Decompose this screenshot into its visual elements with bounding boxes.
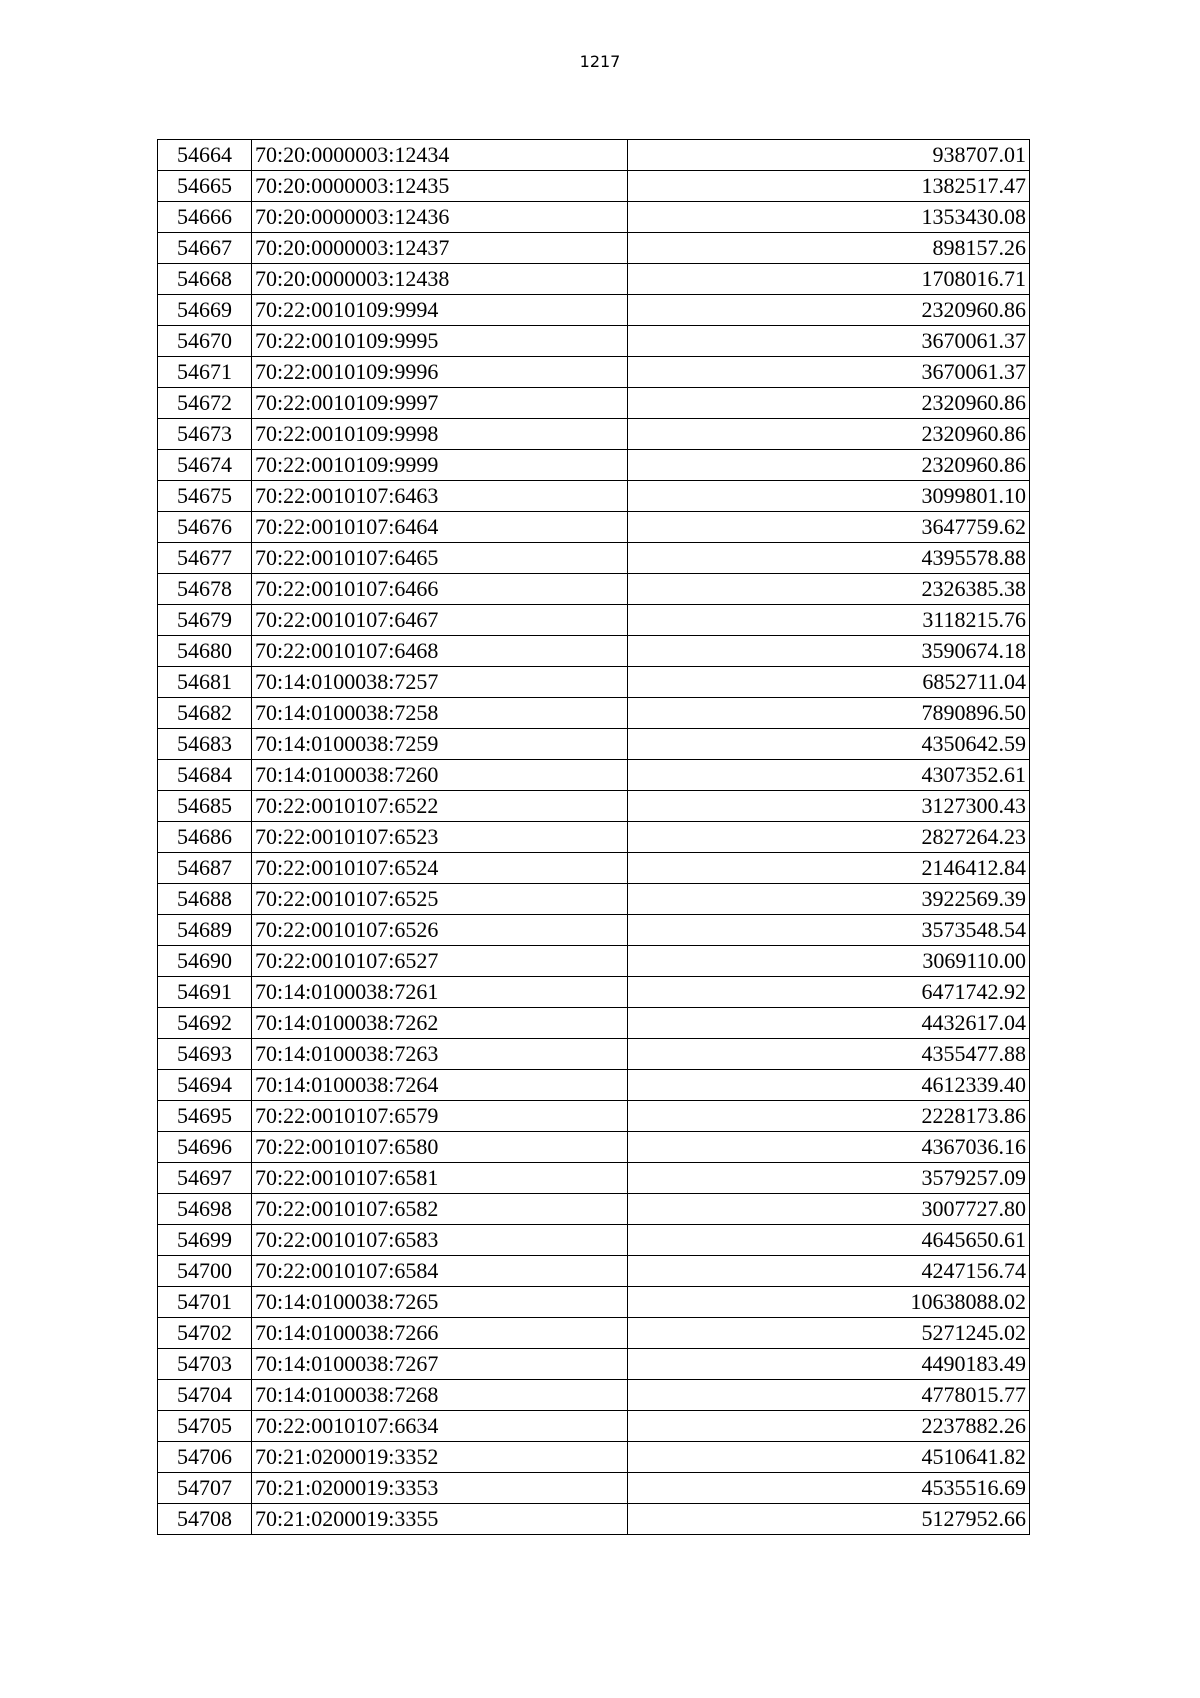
table-row	[158, 140, 1030, 171]
row-number-cell: 54684	[158, 760, 252, 791]
table-row	[158, 1349, 1030, 1380]
row-number-cell: 54664	[158, 140, 252, 171]
cadastral-number-cell: 70:22:0010107:6580	[252, 1132, 628, 1163]
table-row	[158, 822, 1030, 853]
row-number-cell: 54697	[158, 1163, 252, 1194]
value-cell: 2326385.38	[628, 574, 1030, 605]
cadastral-number-cell: 70:14:0100038:7261	[252, 977, 628, 1008]
row-number-cell: 54689	[158, 915, 252, 946]
cadastral-number-cell: 70:22:0010107:6467	[252, 605, 628, 636]
value-cell: 3127300.43	[628, 791, 1030, 822]
cadastral-number-cell: 70:22:0010109:9997	[252, 388, 628, 419]
value-cell: 1708016.71	[628, 264, 1030, 295]
row-number-cell: 54695	[158, 1101, 252, 1132]
table-row	[158, 1070, 1030, 1101]
row-number-cell: 54675	[158, 481, 252, 512]
value-cell: 4307352.61	[628, 760, 1030, 791]
value-cell: 4778015.77	[628, 1380, 1030, 1411]
value-cell: 6852711.04	[628, 667, 1030, 698]
table-row	[158, 1256, 1030, 1287]
table-row	[158, 1473, 1030, 1504]
row-number-cell: 54694	[158, 1070, 252, 1101]
table-row	[158, 1411, 1030, 1442]
row-number-cell: 54680	[158, 636, 252, 667]
cadastral-number-cell: 70:22:0010109:9998	[252, 419, 628, 450]
row-number-cell: 54669	[158, 295, 252, 326]
value-cell: 4535516.69	[628, 1473, 1030, 1504]
value-cell: 3579257.09	[628, 1163, 1030, 1194]
value-cell: 4350642.59	[628, 729, 1030, 760]
table-row	[158, 543, 1030, 574]
value-cell: 3922569.39	[628, 884, 1030, 915]
value-cell: 2237882.26	[628, 1411, 1030, 1442]
page-number: 1217	[579, 52, 621, 71]
row-number-cell: 54676	[158, 512, 252, 543]
table-body	[158, 140, 1030, 1535]
cadastral-number-cell: 70:20:0000003:12438	[252, 264, 628, 295]
cadastral-number-cell: 70:22:0010109:9999	[252, 450, 628, 481]
table-row	[158, 388, 1030, 419]
table-row	[158, 946, 1030, 977]
cadastral-number-cell: 70:14:0100038:7263	[252, 1039, 628, 1070]
table-row	[158, 729, 1030, 760]
row-number-cell: 54688	[158, 884, 252, 915]
value-cell: 3573548.54	[628, 915, 1030, 946]
table-row	[158, 1318, 1030, 1349]
value-cell: 3670061.37	[628, 326, 1030, 357]
value-cell: 4395578.88	[628, 543, 1030, 574]
table-row	[158, 915, 1030, 946]
cadastral-value-table	[157, 139, 1030, 1535]
row-number-cell: 54691	[158, 977, 252, 1008]
table-row	[158, 481, 1030, 512]
row-number-cell: 54708	[158, 1504, 252, 1535]
cadastral-number-cell: 70:14:0100038:7262	[252, 1008, 628, 1039]
row-number-cell: 54705	[158, 1411, 252, 1442]
cadastral-number-cell: 70:22:0010107:6464	[252, 512, 628, 543]
cadastral-number-cell: 70:14:0100038:7268	[252, 1380, 628, 1411]
cadastral-number-cell: 70:22:0010107:6582	[252, 1194, 628, 1225]
table-row	[158, 1163, 1030, 1194]
table-row	[158, 419, 1030, 450]
table-row	[158, 760, 1030, 791]
row-number-cell: 54700	[158, 1256, 252, 1287]
cadastral-number-cell: 70:21:0200019:3353	[252, 1473, 628, 1504]
value-cell: 2146412.84	[628, 853, 1030, 884]
cadastral-number-cell: 70:21:0200019:3355	[252, 1504, 628, 1535]
table-row	[158, 357, 1030, 388]
value-cell: 3069110.00	[628, 946, 1030, 977]
value-cell: 1353430.08	[628, 202, 1030, 233]
value-cell: 4510641.82	[628, 1442, 1030, 1473]
row-number-cell: 54690	[158, 946, 252, 977]
table-row	[158, 574, 1030, 605]
value-cell: 2320960.86	[628, 450, 1030, 481]
value-cell: 4490183.49	[628, 1349, 1030, 1380]
row-number-cell: 54696	[158, 1132, 252, 1163]
cadastral-number-cell: 70:22:0010109:9995	[252, 326, 628, 357]
value-cell: 4367036.16	[628, 1132, 1030, 1163]
cadastral-number-cell: 70:22:0010107:6527	[252, 946, 628, 977]
cadastral-number-cell: 70:14:0100038:7258	[252, 698, 628, 729]
value-cell: 938707.01	[628, 140, 1030, 171]
row-number-cell: 54685	[158, 791, 252, 822]
table-row	[158, 202, 1030, 233]
row-number-cell: 54668	[158, 264, 252, 295]
value-cell: 2228173.86	[628, 1101, 1030, 1132]
table-row	[158, 1287, 1030, 1318]
row-number-cell: 54702	[158, 1318, 252, 1349]
table-row	[158, 233, 1030, 264]
table-row	[158, 326, 1030, 357]
cadastral-number-cell: 70:14:0100038:7265	[252, 1287, 628, 1318]
table-row	[158, 1132, 1030, 1163]
row-number-cell: 54683	[158, 729, 252, 760]
value-cell: 4247156.74	[628, 1256, 1030, 1287]
value-cell: 3007727.80	[628, 1194, 1030, 1225]
cadastral-number-cell: 70:14:0100038:7260	[252, 760, 628, 791]
cadastral-number-cell: 70:20:0000003:12436	[252, 202, 628, 233]
cadastral-number-cell: 70:22:0010109:9994	[252, 295, 628, 326]
value-cell: 3118215.76	[628, 605, 1030, 636]
cadastral-number-cell: 70:14:0100038:7267	[252, 1349, 628, 1380]
row-number-cell: 54674	[158, 450, 252, 481]
value-cell: 3670061.37	[628, 357, 1030, 388]
row-number-cell: 54673	[158, 419, 252, 450]
value-cell: 2827264.23	[628, 822, 1030, 853]
cadastral-number-cell: 70:20:0000003:12434	[252, 140, 628, 171]
row-number-cell: 54665	[158, 171, 252, 202]
row-number-cell: 54701	[158, 1287, 252, 1318]
value-cell: 5271245.02	[628, 1318, 1030, 1349]
value-cell: 4612339.40	[628, 1070, 1030, 1101]
table-row	[158, 171, 1030, 202]
cadastral-number-cell: 70:22:0010107:6526	[252, 915, 628, 946]
value-cell: 2320960.86	[628, 388, 1030, 419]
table-row	[158, 1442, 1030, 1473]
row-number-cell: 54678	[158, 574, 252, 605]
row-number-cell: 54667	[158, 233, 252, 264]
row-number-cell: 54706	[158, 1442, 252, 1473]
cadastral-number-cell: 70:22:0010107:6584	[252, 1256, 628, 1287]
cadastral-number-cell: 70:14:0100038:7257	[252, 667, 628, 698]
table-row	[158, 1039, 1030, 1070]
cadastral-number-cell: 70:22:0010107:6523	[252, 822, 628, 853]
table-row	[158, 450, 1030, 481]
value-cell: 3647759.62	[628, 512, 1030, 543]
table-row	[158, 791, 1030, 822]
cadastral-number-cell: 70:22:0010107:6463	[252, 481, 628, 512]
row-number-cell: 54692	[158, 1008, 252, 1039]
table-row	[158, 1225, 1030, 1256]
table-row	[158, 977, 1030, 1008]
table-row	[158, 264, 1030, 295]
table-row	[158, 295, 1030, 326]
cadastral-number-cell: 70:22:0010107:6524	[252, 853, 628, 884]
table-row	[158, 636, 1030, 667]
value-cell: 6471742.92	[628, 977, 1030, 1008]
value-cell: 4645650.61	[628, 1225, 1030, 1256]
value-cell: 3590674.18	[628, 636, 1030, 667]
row-number-cell: 54679	[158, 605, 252, 636]
row-number-cell: 54672	[158, 388, 252, 419]
cadastral-number-cell: 70:22:0010107:6634	[252, 1411, 628, 1442]
table-row	[158, 1101, 1030, 1132]
cadastral-number-cell: 70:14:0100038:7259	[252, 729, 628, 760]
row-number-cell: 54704	[158, 1380, 252, 1411]
row-number-cell: 54670	[158, 326, 252, 357]
row-number-cell: 54671	[158, 357, 252, 388]
value-cell: 2320960.86	[628, 295, 1030, 326]
table-row	[158, 1008, 1030, 1039]
value-cell: 5127952.66	[628, 1504, 1030, 1535]
cadastral-number-cell: 70:22:0010107:6465	[252, 543, 628, 574]
cadastral-number-cell: 70:21:0200019:3352	[252, 1442, 628, 1473]
value-cell: 898157.26	[628, 233, 1030, 264]
table-row	[158, 1380, 1030, 1411]
cadastral-number-cell: 70:22:0010107:6522	[252, 791, 628, 822]
value-cell: 1382517.47	[628, 171, 1030, 202]
row-number-cell: 54677	[158, 543, 252, 574]
table-row	[158, 667, 1030, 698]
value-cell: 3099801.10	[628, 481, 1030, 512]
row-number-cell: 54693	[158, 1039, 252, 1070]
cadastral-number-cell: 70:20:0000003:12437	[252, 233, 628, 264]
row-number-cell: 54682	[158, 698, 252, 729]
cadastral-number-cell: 70:14:0100038:7264	[252, 1070, 628, 1101]
row-number-cell: 54687	[158, 853, 252, 884]
row-number-cell: 54666	[158, 202, 252, 233]
cadastral-number-cell: 70:22:0010107:6466	[252, 574, 628, 605]
cadastral-number-cell: 70:22:0010107:6579	[252, 1101, 628, 1132]
table-row	[158, 512, 1030, 543]
row-number-cell: 54698	[158, 1194, 252, 1225]
cadastral-number-cell: 70:20:0000003:12435	[252, 171, 628, 202]
table-row	[158, 1194, 1030, 1225]
table-row	[158, 884, 1030, 915]
cadastral-number-cell: 70:22:0010107:6468	[252, 636, 628, 667]
row-number-cell: 54707	[158, 1473, 252, 1504]
table-row	[158, 1504, 1030, 1535]
value-cell: 4355477.88	[628, 1039, 1030, 1070]
table-row	[158, 853, 1030, 884]
value-cell: 2320960.86	[628, 419, 1030, 450]
table-row	[158, 605, 1030, 636]
table-row	[158, 698, 1030, 729]
cadastral-number-cell: 70:22:0010109:9996	[252, 357, 628, 388]
value-cell: 7890896.50	[628, 698, 1030, 729]
row-number-cell: 54681	[158, 667, 252, 698]
cadastral-number-cell: 70:14:0100038:7266	[252, 1318, 628, 1349]
row-number-cell: 54686	[158, 822, 252, 853]
value-cell: 10638088.02	[628, 1287, 1030, 1318]
row-number-cell: 54703	[158, 1349, 252, 1380]
cadastral-number-cell: 70:22:0010107:6581	[252, 1163, 628, 1194]
value-cell: 4432617.04	[628, 1008, 1030, 1039]
row-number-cell: 54699	[158, 1225, 252, 1256]
cadastral-number-cell: 70:22:0010107:6525	[252, 884, 628, 915]
cadastral-number-cell: 70:22:0010107:6583	[252, 1225, 628, 1256]
